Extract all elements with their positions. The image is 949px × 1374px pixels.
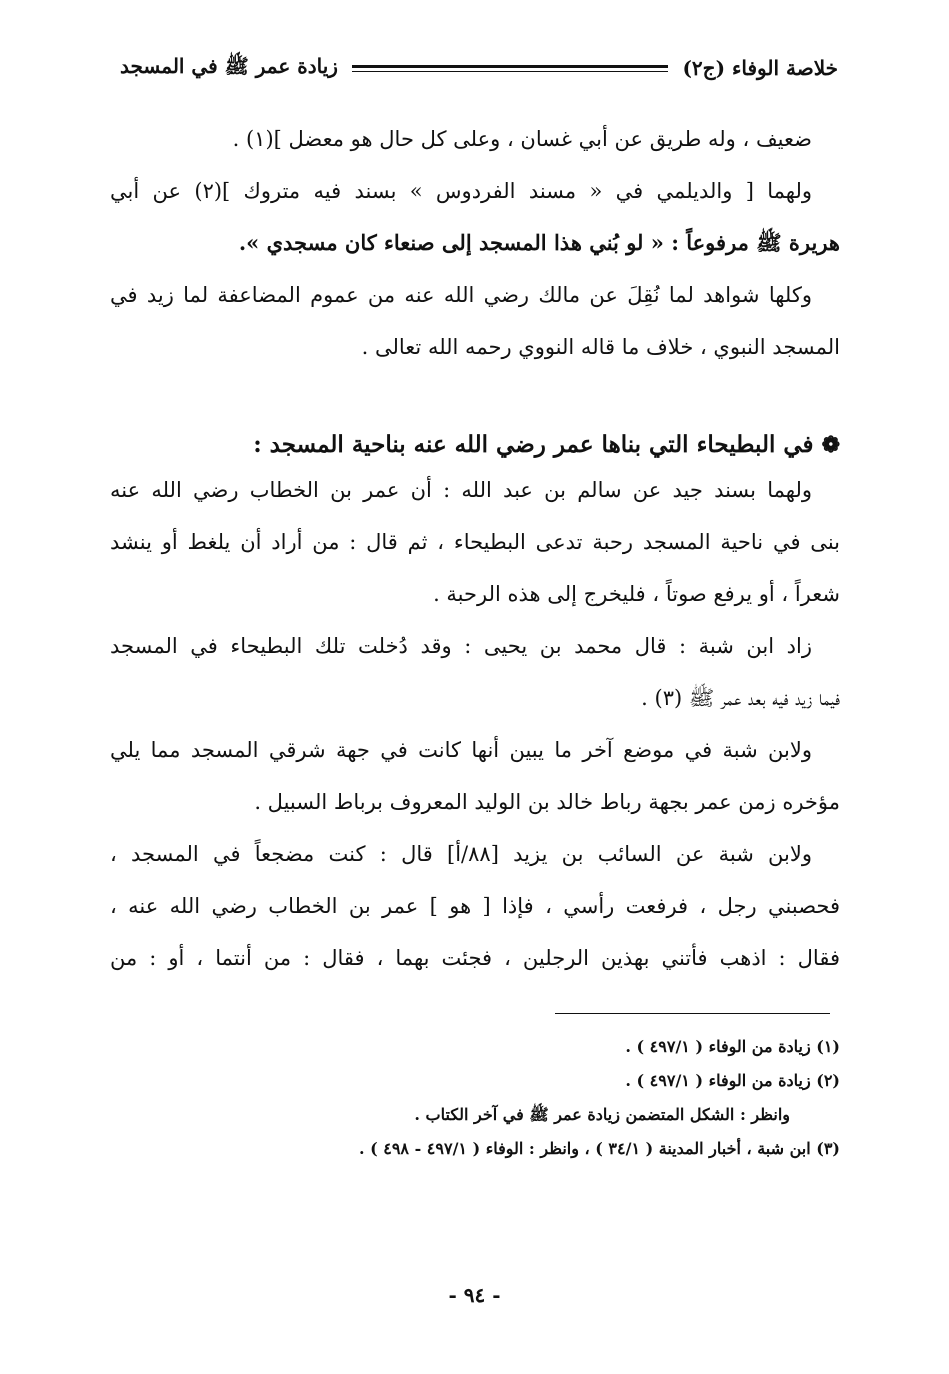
running-header — [120, 48, 838, 88]
body-line: فحصبني رجل ، فرفعت رأسي ، فإذا [ هو ] عمر بن الخطاب رضي الله عنه ، — [110, 894, 840, 918]
body-line: ولابن شبة عن السائب بن يزيد [٨٨/أ] قال : كنت مضجعاً في المسجد ، — [110, 842, 812, 866]
body-line: فقال : اذهب فأتني بهذين الرجلين ، فجئت بهما ، فقال : من أنتما ، أو : من — [110, 946, 840, 970]
body-line: فيما زيد فيه بعد عمر ﷺ (٣) . — [641, 686, 840, 710]
flower-ornament-icon: ❁ — [821, 432, 840, 458]
body-line: زاد ابن شبة : قال محمد بن يحيى : وقد دُخلت تلك البطيحاء في المسجد — [110, 634, 812, 658]
body-line: ولهما [ والديلمي في « مسند الفردوس » بسند فيه متروك ](٢) عن أبي — [110, 179, 812, 203]
footnote: (٣) ابن شبة ، أخبار المدينة ( ٣٤/١ ) ، وانظر : الوفاء ( ٤٩٧/١ - ٤٩٨ ) . — [358, 1139, 840, 1158]
body-section-2 — [110, 464, 840, 984]
body-line: المسجد النبوي ، خلاف ما قاله النووي رحمه الله تعالى . — [361, 335, 840, 359]
body-line: شعراً ، أو يرفع صوتاً ، فليخرج إلى هذه الرحبة . — [433, 582, 840, 606]
section-heading — [110, 422, 840, 468]
footnote-separator — [555, 1013, 830, 1014]
footnote: وانظر : الشكل المتضمن زيادة عمر ﷺ في آخر الكتاب . — [414, 1105, 790, 1124]
body-section-1 — [110, 113, 840, 373]
header-rule — [352, 65, 668, 72]
body-line: ولابن شبة في موضع آخر ما يبين أنها كانت في جهة شرقي المسجد مما يلي — [110, 738, 812, 762]
section-heading-text: في البطيحاء التي بناها عمر رضي الله عنه بناحية المسجد : — [253, 431, 814, 458]
page-number: - ٩٤ - — [448, 1283, 501, 1307]
header-right-title: خلاصة الوفاء (ج٢) — [682, 56, 838, 80]
body-line: ولهما بسند جيد عن سالم بن عبد الله : أن عمر بن الخطاب رضي الله عنه — [110, 478, 812, 502]
footnote: (٢) زيادة من الوفاء ( ٤٩٧/١ ) . — [625, 1071, 840, 1090]
footnote: (١) زيادة من الوفاء ( ٤٩٧/١ ) . — [625, 1037, 840, 1056]
body-line: مؤخره زمن عمر بجهة رباط خالد بن الوليد المعروف برباط السبيل . — [254, 790, 840, 814]
body-line: بنى في ناحية المسجد رحبة تدعى البطيحاء ، ثم قال : من أراد أن يلغط أو ينشد — [110, 530, 840, 554]
body-line: ضعيف ، وله طريق عن أبي غسان ، وعلى كل حال هو معضل ](١) . — [232, 127, 812, 151]
body-line: وكلها شواهد لما نُقِلَ عن مالك رضي الله عنه من عموم المضاعفة لما زيد في — [110, 283, 812, 307]
body-line: هريرة ﷺ مرفوعاً : « لو بُني هذا المسجد إلى صنعاء كان مسجدي ». — [238, 230, 840, 255]
footnotes — [110, 1030, 840, 1166]
header-left-title: زيادة عمر ﷺ في المسجد — [120, 53, 338, 78]
